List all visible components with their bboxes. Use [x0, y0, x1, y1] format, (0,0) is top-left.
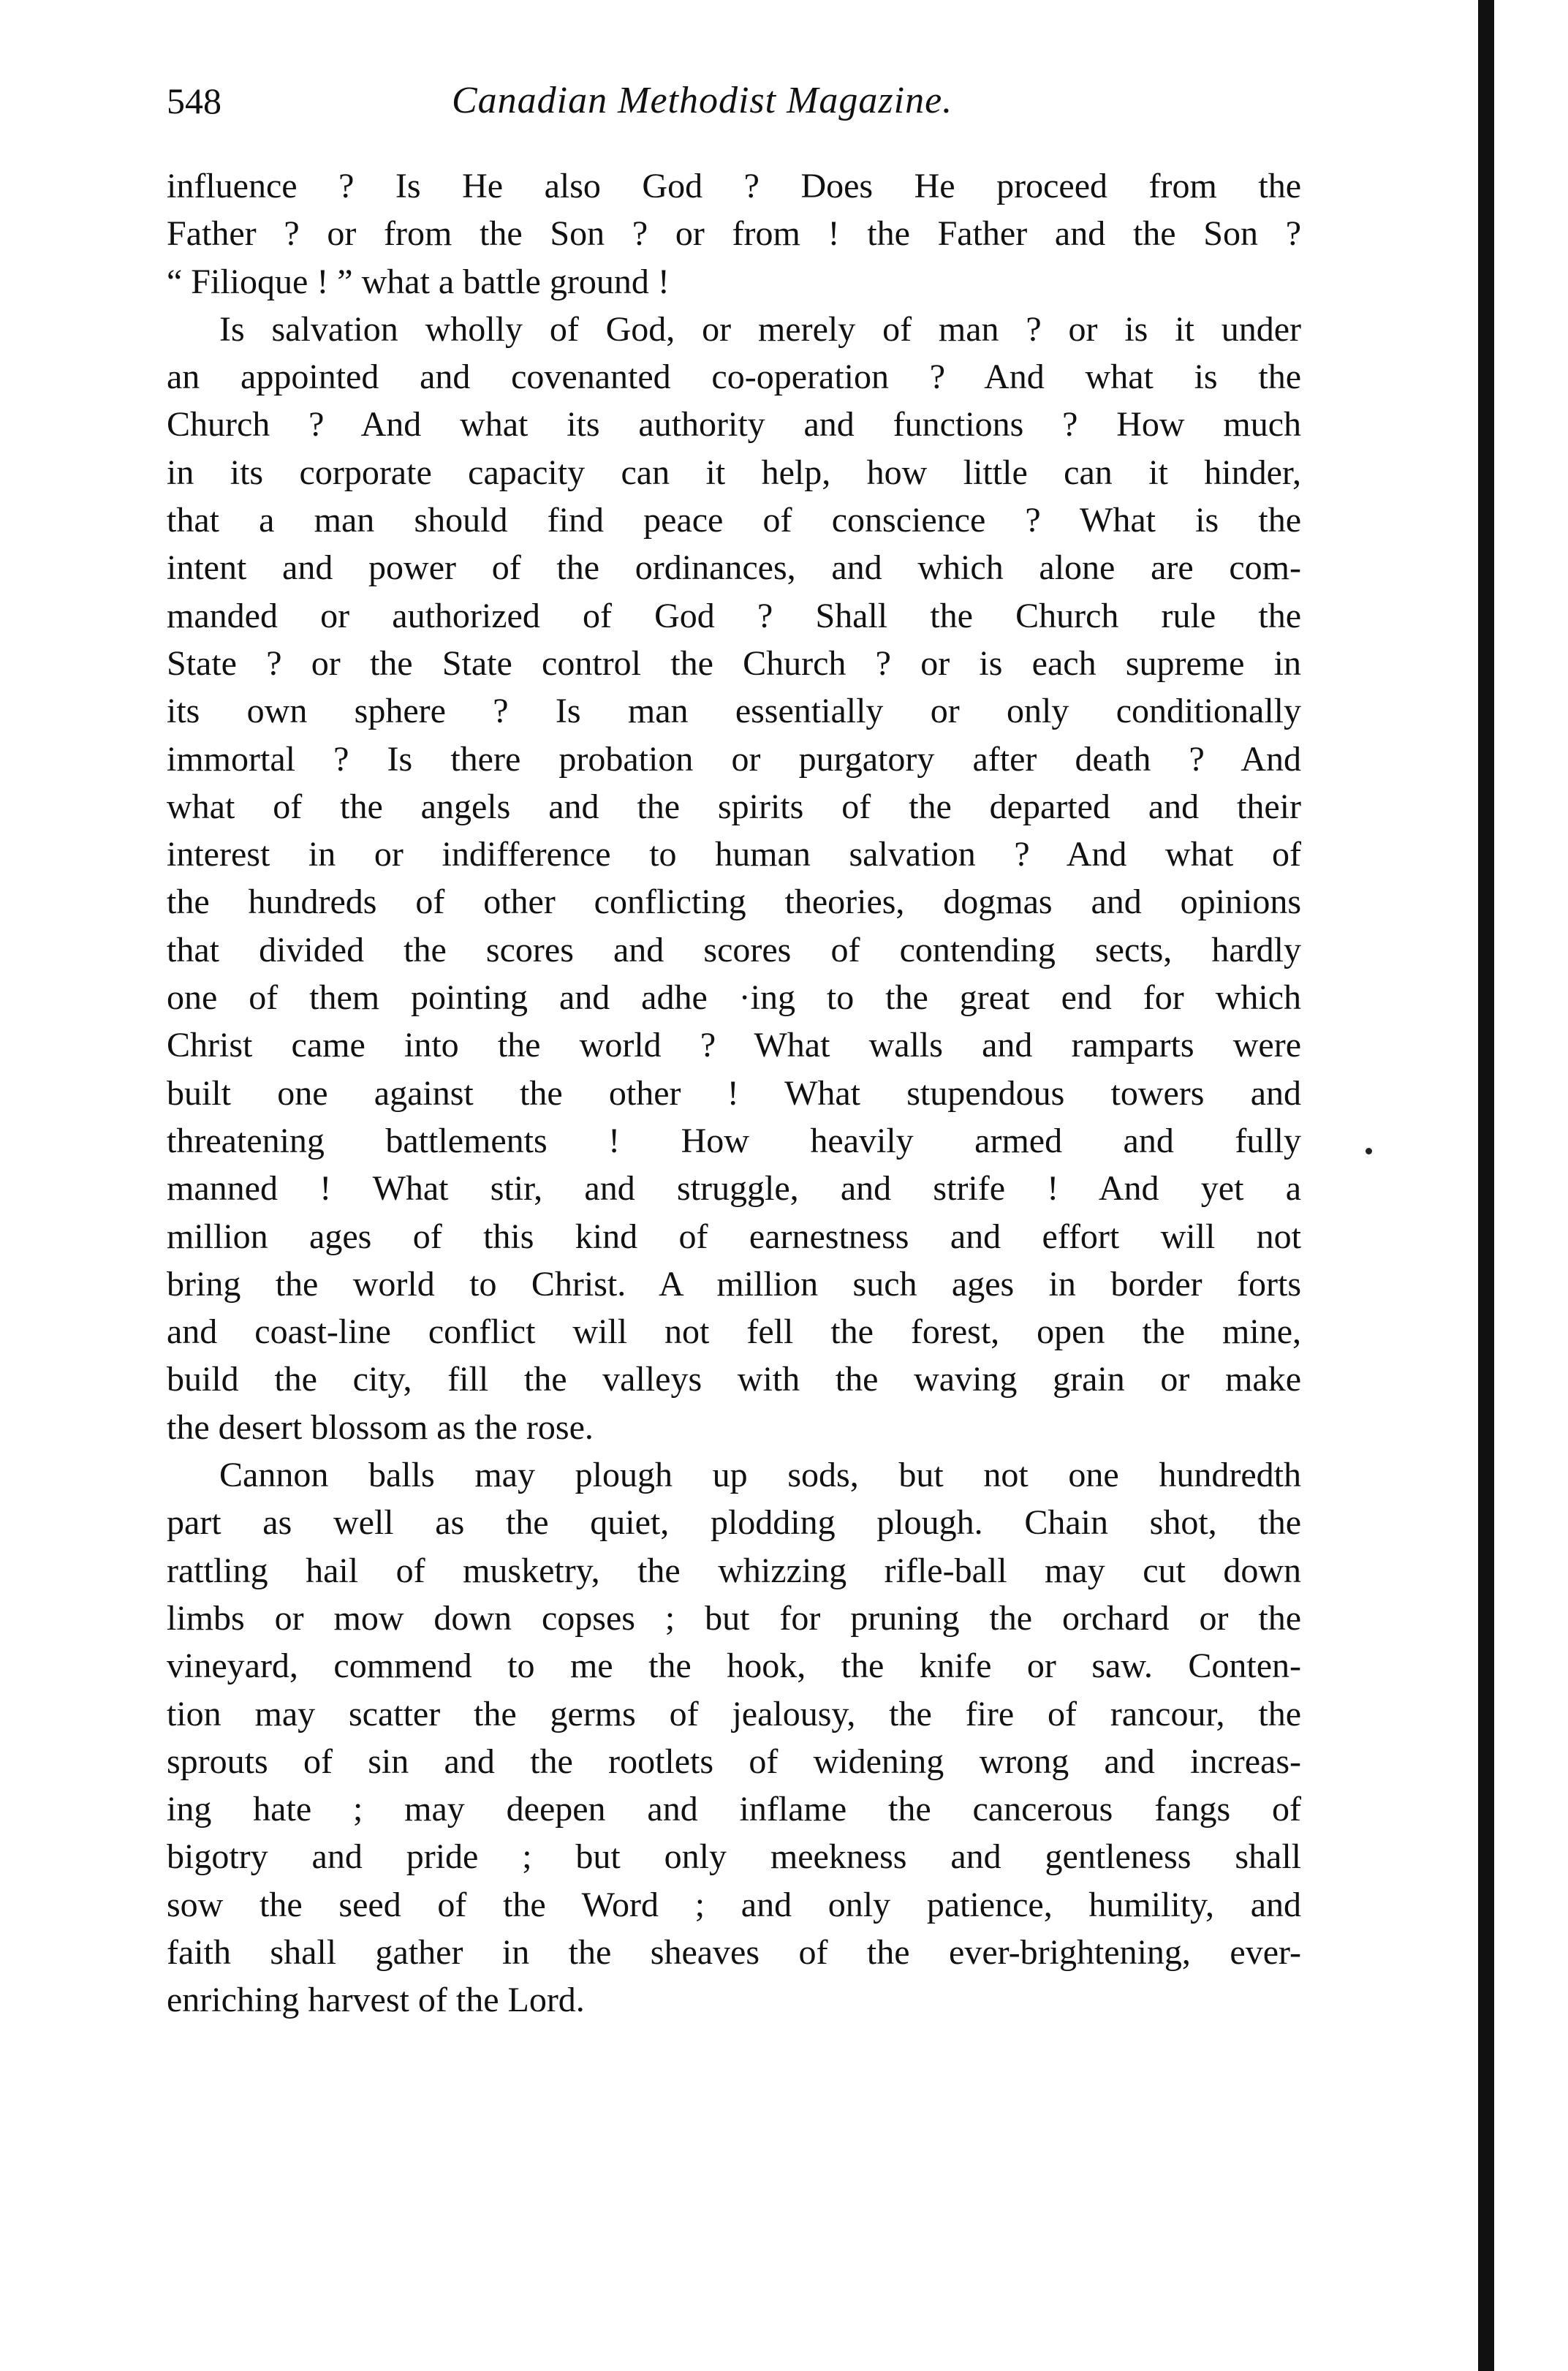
text-line: and coast-line conflict will not fell the forest, open the mine, — [167, 1312, 1301, 1352]
text-line: Church ? And what its authority and functions ? How much — [167, 405, 1301, 445]
text-line: that a man should find peace of conscience ? What is the — [167, 501, 1301, 540]
text-line: Is salvation wholly of God, or merely of man ? or is it under — [219, 309, 1301, 349]
text-line: “ Filioque ! ” what a battle ground ! — [167, 262, 670, 301]
page-number: 548 — [167, 80, 221, 121]
text-line: immortal ? Is there probation or purgatory after death ? And — [167, 739, 1301, 779]
text-line: bigotry and pride ; but only meekness and gentleness shall — [167, 1837, 1301, 1877]
text-line: Father ? or from the Son ? or from ! the Father and the Son ? — [167, 214, 1301, 254]
text-line: million ages of this kind of earnestness and effort will not — [167, 1217, 1301, 1256]
text-line: bring the world to Christ. A million such ages in border forts — [167, 1264, 1301, 1304]
body-text — [167, 162, 1301, 2024]
text-line: an appointed and covenanted co-operation ? And what is the — [167, 358, 1301, 397]
text-line: ing hate ; may deepen and inflame the cancerous fangs of — [167, 1790, 1301, 1829]
text-line: limbs or mow down copses ; but for pruning the orchard or the — [167, 1598, 1301, 1638]
text-line: faith shall gather in the sheaves of the ever-brightening, ever- — [167, 1932, 1301, 1972]
text-line: influence ? Is He also God ? Does He proceed from the — [167, 167, 1301, 205]
text-line: interest in or indifference to human salvation ? And what of — [167, 835, 1301, 874]
page-header — [167, 72, 1307, 130]
text-line: sow the seed of the Word ; and only patience, humility, and — [167, 1885, 1301, 1924]
text-line: one of them pointing and adhe ·ing to the great end for which — [167, 978, 1301, 1018]
text-line: intent and power of the ordinances, and which alone are com- — [167, 548, 1301, 588]
text-line: built one against the other ! What stupendous towers and — [167, 1073, 1301, 1113]
text-line: manned ! What stir, and struggle, and strife ! And yet a — [167, 1169, 1301, 1209]
margin-speck — [1366, 1148, 1372, 1154]
text-line: tion may scatter the germs of jealousy, the fire of rancour, the — [167, 1694, 1301, 1733]
page-edge-rule — [1478, 0, 1494, 2371]
text-line: rattling hail of musketry, the whizzing rifle-ball may cut down — [167, 1551, 1301, 1590]
text-line: manded or authorized of God ? Shall the Church rule the — [167, 596, 1301, 635]
text-line: build the city, fill the valleys with the waving grain or make — [167, 1360, 1301, 1399]
text-line: the hundreds of other conflicting theories, dogmas and opinions — [167, 882, 1301, 922]
text-line: what of the angels and the spirits of the departed and their — [167, 787, 1301, 826]
text-line: Cannon balls may plough up sods, but not one hundredth — [219, 1456, 1301, 1495]
text-line: threatening battlements ! How heavily armed and fully — [167, 1121, 1301, 1160]
text-line: that divided the scores and scores of contending sects, hardly — [167, 930, 1301, 969]
text-line: vineyard, commend to me the hook, the knife or saw. Conten- — [167, 1646, 1301, 1686]
text-line: sprouts of sin and the rootlets of widening wrong and increas- — [167, 1742, 1301, 1781]
text-line: the desert blossom as the rose. — [167, 1407, 594, 1447]
text-line: its own sphere ? Is man essentially or only conditionally — [167, 692, 1301, 731]
running-head: Canadian Methodist Magazine. — [452, 80, 953, 121]
text-line: in its corporate capacity can it help, how little can it hinder, — [167, 453, 1301, 492]
text-line: Christ came into the world ? What walls and ramparts were — [167, 1026, 1301, 1065]
text-line: part as well as the quiet, plodding plough. Chain shot, the — [167, 1503, 1301, 1543]
text-line: State ? or the State control the Church ? or is each supreme in — [167, 643, 1301, 683]
text-line: enriching harvest of the Lord. — [167, 1981, 585, 2020]
